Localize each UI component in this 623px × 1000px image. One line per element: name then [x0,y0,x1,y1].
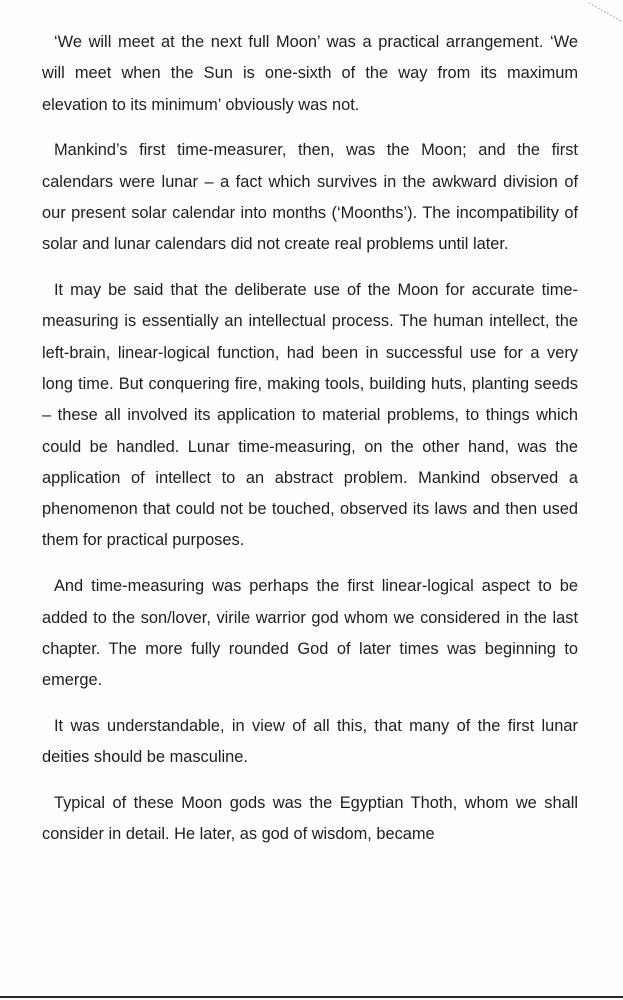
page-bottom-edge [0,996,623,998]
paragraph-5: It was understandable, in view of all this, that many of the first lunar deities should be masculine. [42,716,578,767]
page-corner-fold-mark [588,2,622,22]
paragraph-2: Mankind’s first time-measurer, then, was the Moon; and the first calendars were lunar – a fact which survives in the awkward division of our present solar calendar into months (‘Moonths’). The incompatibility of solar and lunar calendars did not create real problems until later. [42,141,578,254]
paragraph-6: Typical of these Moon gods was the Egyptian Thoth, whom we shall consider in detail. He later, as god of wisdom, became [42,794,578,844]
paragraph-4: And time-measuring was perhaps the first linear-logical aspect to be added to the son/lover, virile warrior god whom we considered in the last chapter. The more fully rounded God of later times was beginning to emerge. [42,577,578,690]
paragraph-3: It may be said that the deliberate use of the Moon for accurate time-measuring is essentially an intellectual process. The human intellect, the left-brain, linear-logical function, had been in successful use for a very long time. But conquering fire, making tools, building huts, planting seeds – these all involved its application to material problems, to things which could be handled. Lunar time-measuring, on the other hand, was the application of intellect to an abstract problem. Mankind observed a phenomenon that could not be touched, observed its laws and then used them for practical purposes. [42,281,578,550]
page-text [42,27,578,851]
paragraph-1: ‘We will meet at the next full Moon’ was a practical arrangement. ‘We will meet when the Sun is one-sixth of the way from its maximum elevation to its minimum’ obviously was not. [42,33,578,114]
